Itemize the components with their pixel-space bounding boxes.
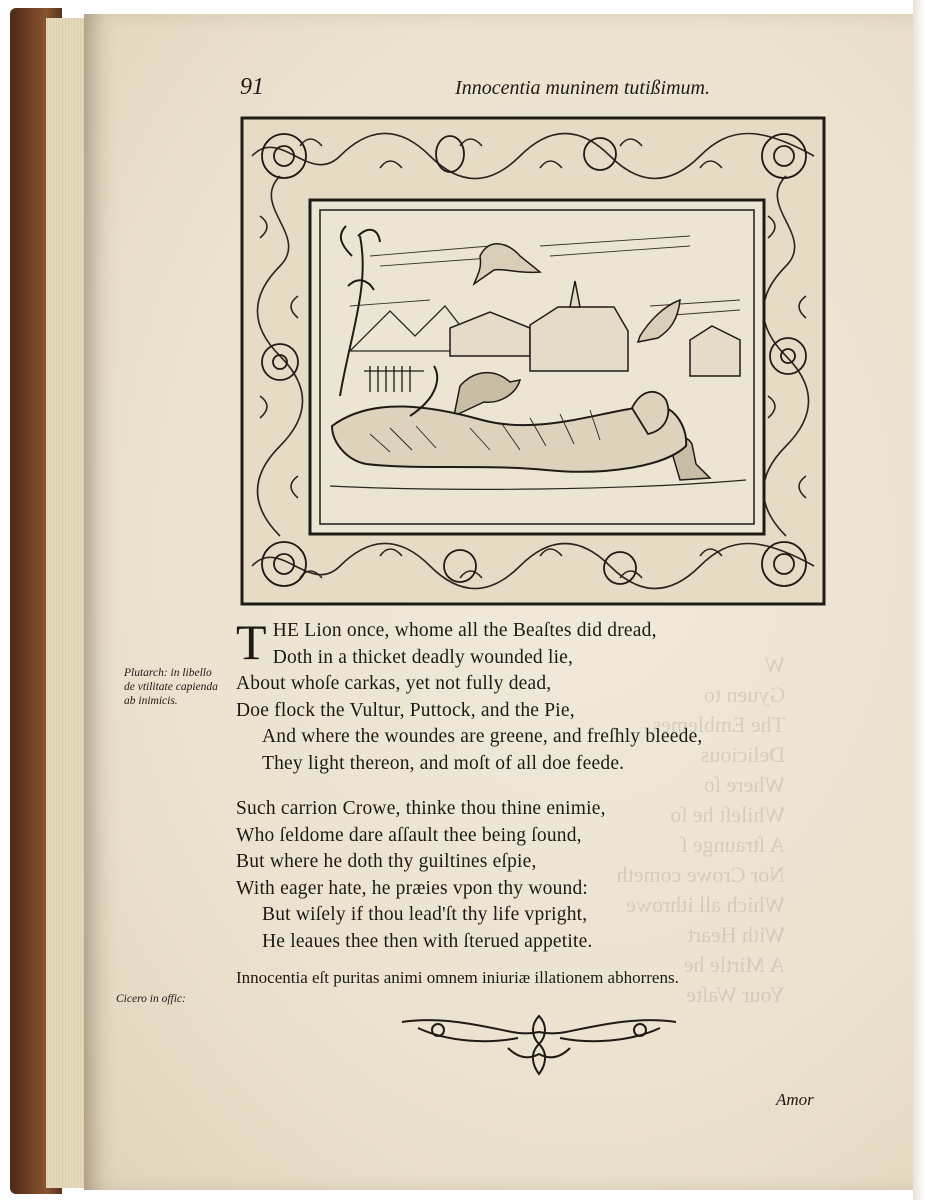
verse-line: Doe flock the Vultur, Puttock, and the Pie, (236, 699, 575, 721)
verse-line: But where he doth thy guiltines eſpie, (236, 851, 537, 873)
verse-line: And where the woundes are greene, and freſhly bleede, (262, 726, 703, 748)
marginal-note-plutarch (124, 666, 218, 708)
page-motto: Innocentia muninem tutißimum. (455, 77, 710, 99)
verse-line: But wiſely if thou lead'ſt thy life vpright, (262, 904, 588, 926)
show-through-text: W Gyuen to The Emblemes Delicious Where ſo Whileſt he ſo A ſtraunge ſ Nor Crowe cometh Which all ithrowe With Heart A Mirtle he Your Waſte (616, 652, 786, 1007)
running-head (240, 74, 710, 101)
verse-line: Doth in a thicket deadly wounded lie, (272, 646, 574, 668)
tailpiece-ornament-icon (398, 1008, 680, 1080)
note-line: de vtilitate capienda (124, 681, 218, 693)
note-line: ab inimicis. (124, 695, 178, 707)
catchword: Amor (776, 1090, 814, 1109)
verse-line: HE Lion once, whome all the Beaſtes did dread, (272, 620, 657, 641)
marginal-note-cicero: Cicero in offic: (116, 993, 186, 1005)
stanza-2 (236, 796, 606, 956)
verse-line: He leaues thee then with ſterued appetite. (262, 930, 593, 952)
verse-line: They light thereon, and moſt of all doe feede. (262, 752, 625, 774)
drop-cap: T (236, 614, 267, 670)
verse-line: With eager hate, he præies vpon thy wound: (236, 877, 589, 899)
latin-maxim: Innocentia eſt puritas animi omnem iniuriæ illationem abhorrens. (236, 968, 679, 987)
verse-line: Such carrion Crowe, thinke thou thine enimie, (236, 798, 606, 819)
stanza-1 (236, 614, 703, 778)
page-number: 91 (240, 74, 264, 100)
page-margin-right (913, 0, 925, 1200)
verse-line: Who ſeldome dare aſſault thee being ſound, (236, 824, 582, 846)
verse-line: About whoſe carkas, yet not fully dead, (236, 673, 552, 695)
note-line: Plutarch: in libello (124, 667, 212, 679)
lion-carcass-woodcut-icon (240, 116, 826, 606)
